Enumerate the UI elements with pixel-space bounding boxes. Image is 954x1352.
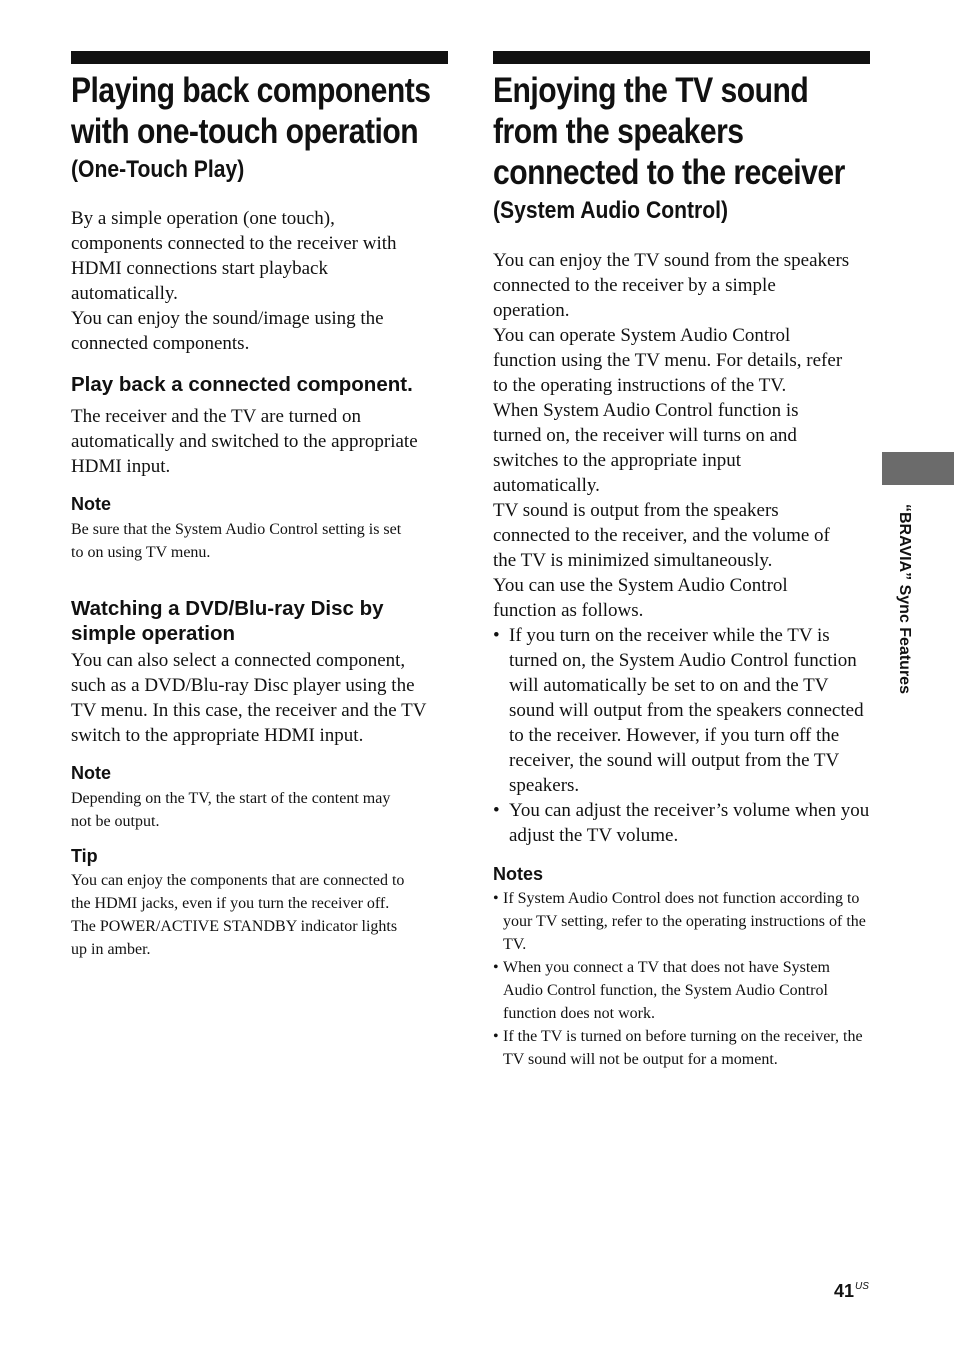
bullet-icon: • bbox=[493, 959, 499, 976]
feature-bullets bbox=[493, 623, 870, 848]
section-tab bbox=[882, 452, 954, 485]
notes-heading: Notes bbox=[493, 864, 544, 884]
page-region-suffix: US bbox=[855, 1281, 869, 1292]
section-side-label: “BRAVIA” Sync Features bbox=[896, 504, 913, 694]
page-number-value: 41 bbox=[834, 1281, 855, 1301]
section-heading: Watching a DVD/Blu-ray Disc by simple operation bbox=[71, 597, 384, 645]
bullet-icon: • bbox=[493, 890, 499, 907]
note1-heading: Note bbox=[71, 494, 111, 514]
list-item: • If the TV is turned on before turning on the receiver, the TV sound will not be output for a moment. bbox=[493, 1025, 870, 1071]
tip-text: You can enjoy the components that are connected to the HDMI jacks, even if you turn the receiver off. The POWER/ACTIVE STANDBY indicator lights up in amber. bbox=[71, 872, 405, 958]
title-rule bbox=[493, 51, 870, 64]
bullet-icon: • bbox=[493, 800, 500, 821]
list-item: • If you turn on the receiver while the TV is turned on, the System Audio Control function will automatically be set to on and the TV sound will output from the speakers connected to the receiver. However, if you turn off the receiver, the sound will output from the TV speakers. bbox=[493, 625, 864, 796]
right-body: You can enjoy the TV sound from the speakers connected to the receiver by a simple operation. You can operate System Audio Control function using the TV menu. For details, refer to the operating instructions of the TV. When System Audio Control function is turned on, the receiver will turns on and switches to the appropriate input automatically. TV sound is output from the speakers connected to the receiver, and the volume of the TV is minimized simultaneously. You can use the System Audio Control function as follows. bbox=[493, 250, 850, 621]
note2-heading: Note bbox=[71, 763, 111, 783]
list-item: • When you connect a TV that does not have System Audio Control function, the System Audio Control function does not work. bbox=[493, 956, 870, 1025]
section-text: You can also select a connected component, such as a DVD/Blu-ray Disc player using the TV menu. In this case, the receiver and the TV switch to the appropriate HDMI input. bbox=[71, 650, 427, 746]
step-text: The receiver and the TV are turned on automatically and switched to the appropriate HDMI input. bbox=[71, 406, 418, 477]
left-subtitle: (One-Touch Play) bbox=[71, 156, 245, 183]
right-subtitle: (System Audio Control) bbox=[493, 197, 729, 224]
list-item: • If System Audio Control does not function according to your TV setting, refer to the operating instructions of the TV. bbox=[493, 887, 870, 956]
note1-text: Be sure that the System Audio Control setting is set to on using TV menu. bbox=[71, 521, 402, 561]
step-heading: Play back a connected component. bbox=[71, 373, 413, 396]
page-number bbox=[834, 1281, 869, 1302]
title-rule bbox=[71, 51, 448, 64]
right-column bbox=[493, 51, 870, 1071]
note2-text: Depending on the TV, the start of the content may not be output. bbox=[71, 790, 391, 830]
bullet-icon: • bbox=[493, 625, 500, 646]
list-item: • You can adjust the receiver’s volume when you adjust the TV volume. bbox=[493, 800, 870, 846]
bullet-icon: • bbox=[493, 1028, 499, 1045]
tip-heading: Tip bbox=[71, 846, 98, 866]
left-intro: By a simple operation (one touch), components connected to the receiver with HDMI connections start playback automatically. You can enjoy the sound/image using the connected components. bbox=[71, 208, 397, 354]
left-title: Playing back components with one-touch operation bbox=[71, 71, 431, 151]
right-title: Enjoying the TV sound from the speakers connected to the receiver bbox=[493, 71, 845, 192]
notes-list bbox=[493, 887, 870, 1071]
left-column bbox=[71, 51, 448, 961]
